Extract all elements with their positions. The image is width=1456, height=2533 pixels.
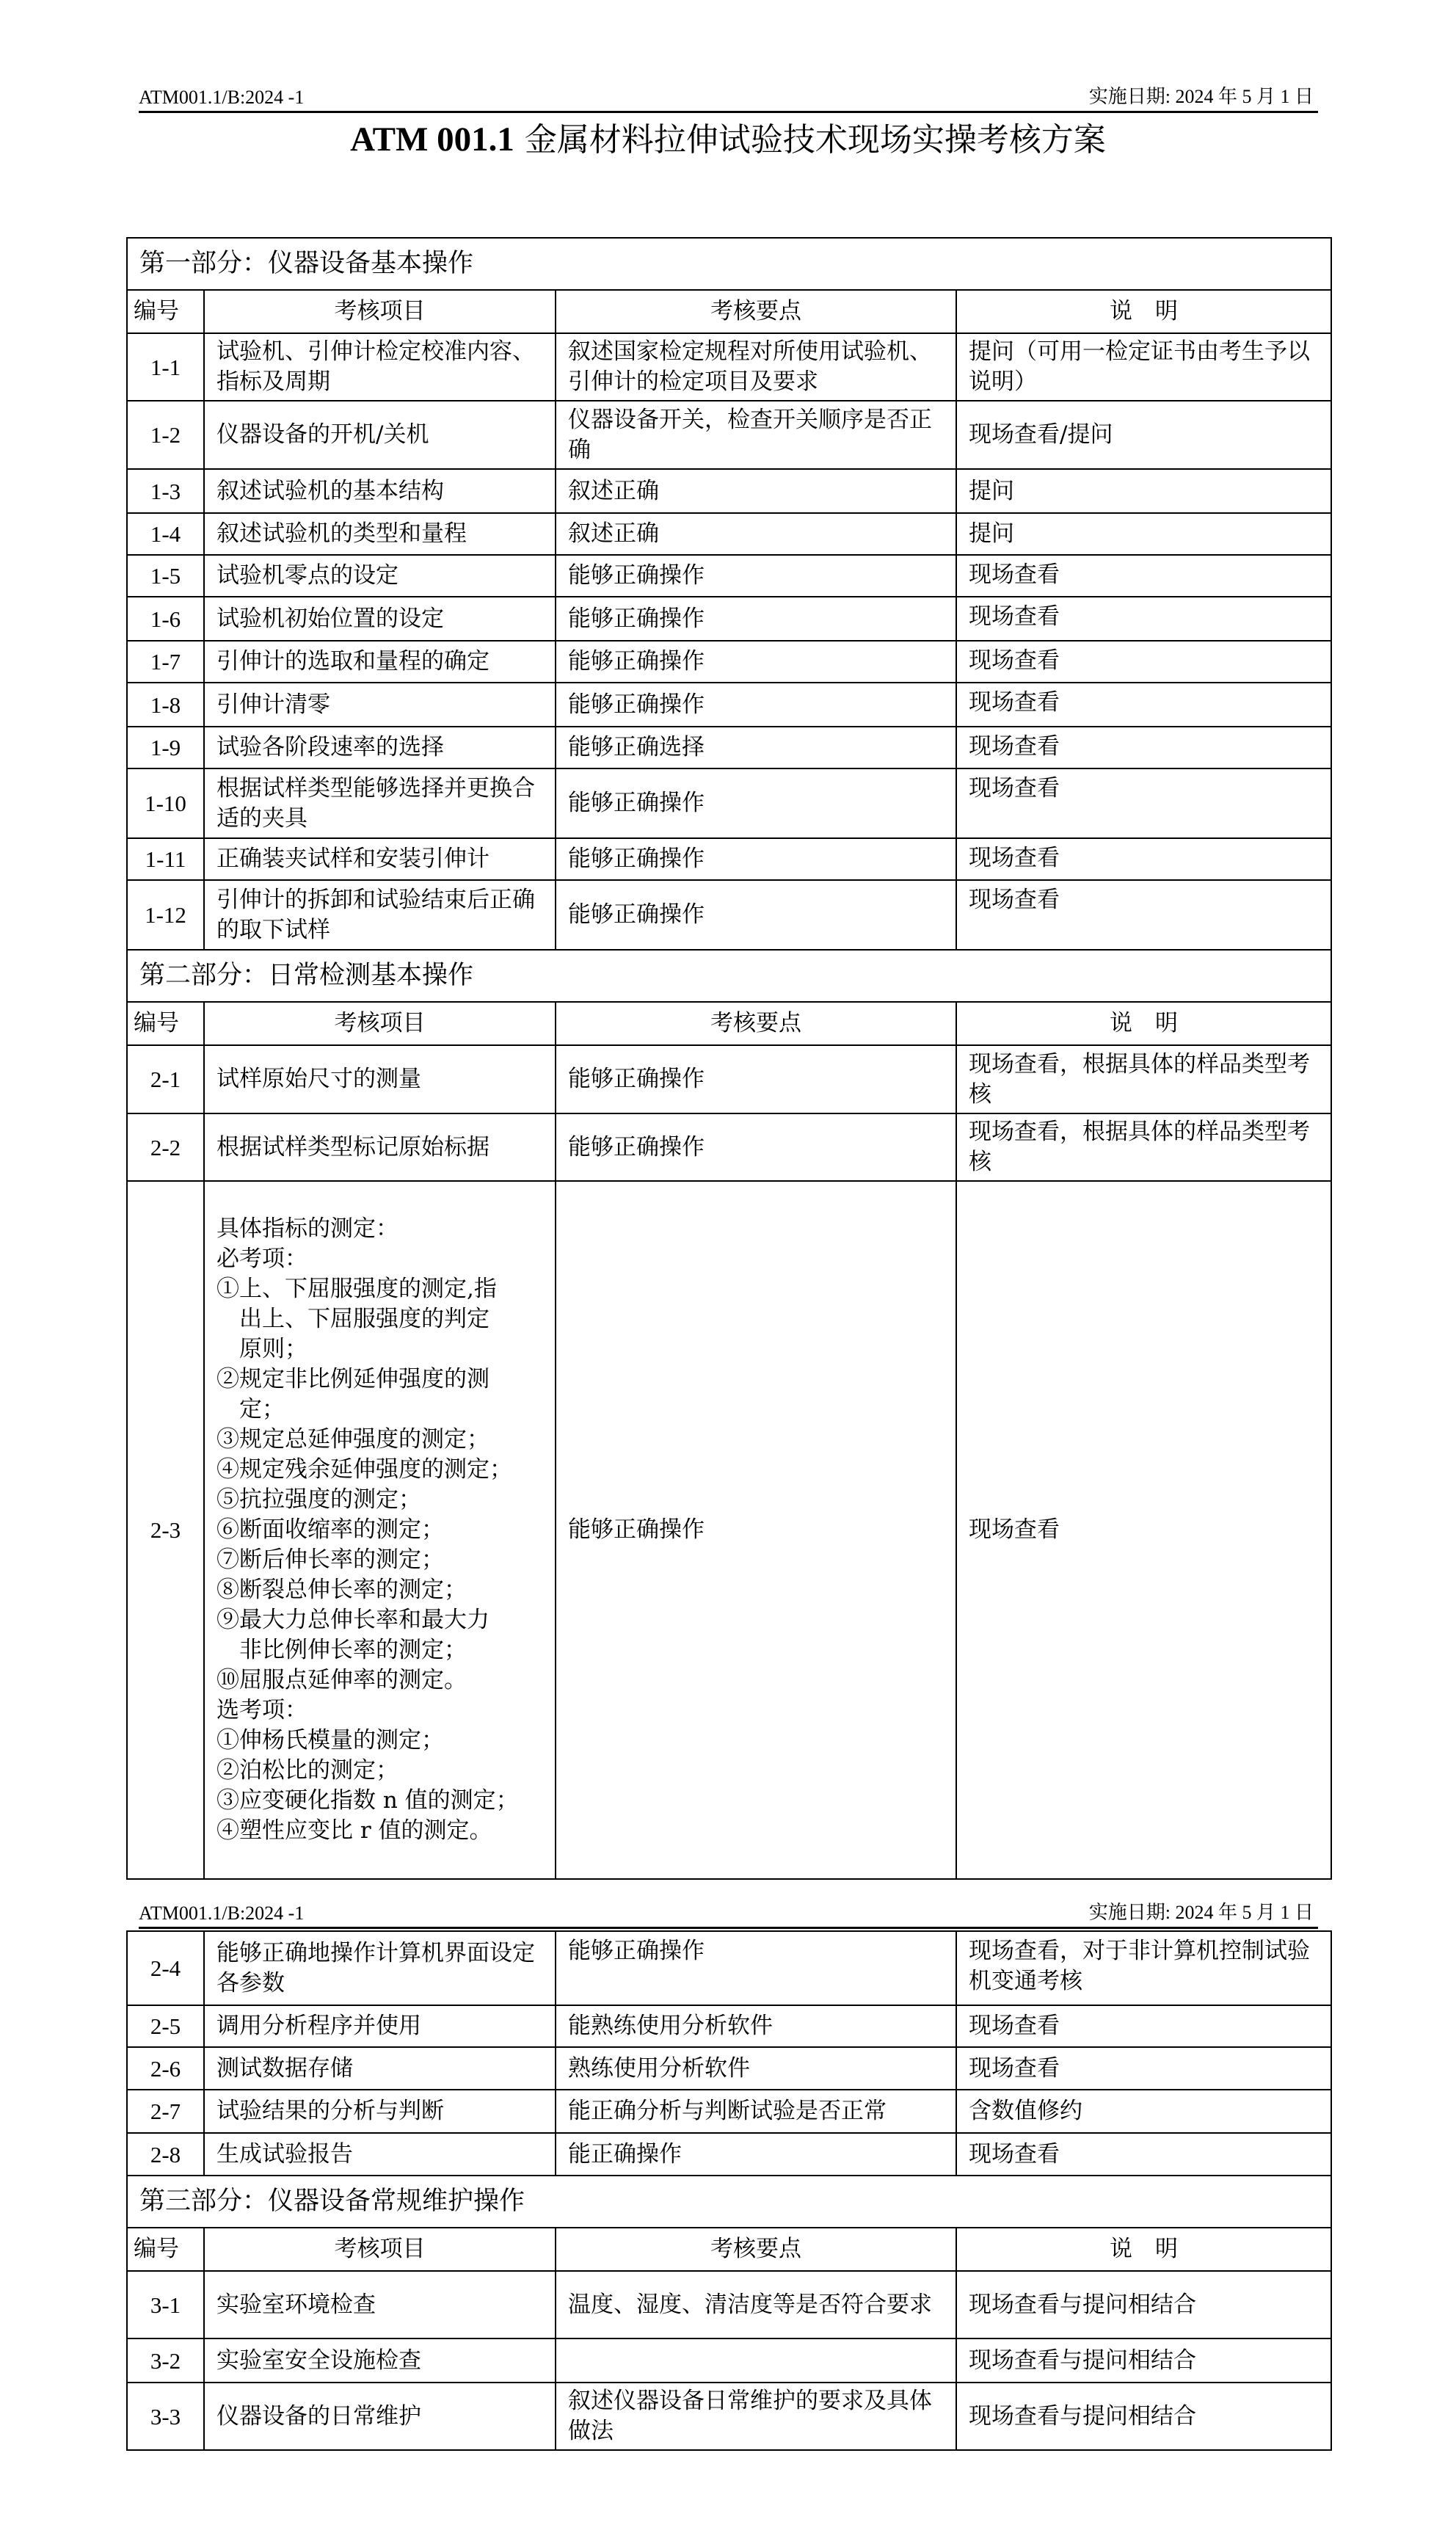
row-note: 现场查看: [956, 2133, 1331, 2176]
document-title-text: 金属材料拉伸试验技术现场实操考核方案: [524, 121, 1106, 159]
table-row: [127, 1045, 1331, 1113]
row-number: 3-1: [127, 2271, 204, 2338]
page-header-2: [139, 1900, 1318, 1929]
row-points: 叙述正确: [556, 469, 956, 513]
row-number: 1-1: [127, 333, 204, 401]
column-header-no: 编号: [127, 290, 204, 333]
row-note: 现场查看，对于非计算机控制试验机变通考核: [956, 1931, 1331, 2005]
row-item-line: ②泊松比的测定；: [216, 1757, 398, 1784]
row-number: 2-8: [127, 2133, 204, 2176]
row-note: 现场查看与提问相结合: [956, 2271, 1331, 2338]
row-item-line: 定；: [239, 1396, 285, 1422]
row-item: 试验结果的分析与判断: [204, 2090, 556, 2133]
row-item: 生成试验报告: [204, 2133, 556, 2176]
row-number: 2-4: [127, 1931, 204, 2005]
row-note: 现场查看: [956, 641, 1331, 683]
row-item-line: ⑩屈服点延伸率的测定。: [216, 1667, 467, 1693]
table-row: [127, 838, 1331, 880]
assessment-table-page-1: [126, 237, 1332, 1880]
row-points: 叙述仪器设备日常维护的要求及具体做法: [556, 2383, 956, 2450]
row-points: [556, 2338, 956, 2383]
row-points: 能够正确操作: [556, 1181, 956, 1879]
row-points: 能够正确操作: [556, 683, 956, 727]
table-row: [127, 469, 1331, 513]
row-item: 引伸计的选取和量程的确定: [204, 641, 556, 683]
document-title-code: ATM 001.1: [350, 120, 514, 159]
row-item: 实验室环境检查: [204, 2271, 556, 2338]
row-item-line: 选考项：: [216, 1697, 307, 1723]
row-points: 温度、湿度、清洁度等是否符合要求: [556, 2271, 956, 2338]
table-row: [127, 727, 1331, 768]
row-item: 试验各阶段速率的选择: [204, 727, 556, 768]
row-note: 现场查看: [956, 727, 1331, 768]
row-note: 现场查看与提问相结合: [956, 2383, 1331, 2450]
row-item: 测试数据存储: [204, 2047, 556, 2090]
row-number: 1-10: [127, 768, 204, 838]
row-item-line: ⑧断裂总伸长率的测定；: [216, 1577, 467, 1603]
row-points: 叙述正确: [556, 513, 956, 555]
row-points: 能正确分析与判断试验是否正常: [556, 2090, 956, 2133]
row-note: 现场查看与提问相结合: [956, 2338, 1331, 2383]
row-item: 引伸计清零: [204, 683, 556, 727]
row-item: 仪器设备的日常维护: [204, 2383, 556, 2450]
table-row: [127, 513, 1331, 555]
row-points: 仪器设备开关，检查开关顺序是否正确: [556, 401, 956, 469]
row-item: 叙述试验机的类型和量程: [204, 513, 556, 555]
row-item: 叙述试验机的基本结构: [204, 469, 556, 513]
row-item: 调用分析程序并使用: [204, 2005, 556, 2047]
table-row: [127, 597, 1331, 641]
table-row: [127, 2338, 1331, 2383]
row-points: 能够正确操作: [556, 768, 956, 838]
column-header-row: [127, 290, 1331, 333]
row-number: 1-9: [127, 727, 204, 768]
row-number: 1-12: [127, 880, 204, 950]
row-item-line: ③应变硬化指数 n 值的测定；: [216, 1787, 519, 1814]
row-number: 3-2: [127, 2338, 204, 2383]
row-item-line: 具体指标的测定：: [216, 1215, 398, 1242]
row-note: 现场查看: [956, 555, 1331, 597]
row-note: 现场查看: [956, 1181, 1331, 1879]
row-note: 现场查看，根据具体的样品类型考核: [956, 1113, 1331, 1181]
row-points: 能够正确操作: [556, 1931, 956, 2005]
row-item-line: ④规定残余延伸强度的测定；: [216, 1456, 512, 1483]
row-points: 叙述国家检定规程对所使用试验机、引伸计的检定项目及要求: [556, 333, 956, 401]
row-item: 引伸计的拆卸和试验结束后正确的取下试样: [204, 880, 556, 950]
row-item: 能够正确地操作计算机界面设定各参数: [204, 1931, 556, 2005]
row-note: 现场查看: [956, 2005, 1331, 2047]
table-row: [127, 1181, 1331, 1879]
row-points: 能够正确操作: [556, 1045, 956, 1113]
row-number: 1-8: [127, 683, 204, 727]
row-note: 现场查看: [956, 838, 1331, 880]
document-title: [0, 117, 1456, 162]
header-rule: [139, 111, 1318, 113]
row-number: 3-3: [127, 2383, 204, 2450]
row-item: 试样原始尺寸的测量: [204, 1045, 556, 1113]
section-header-row: [127, 238, 1331, 290]
column-header-points: 考核要点: [556, 290, 956, 333]
row-number: 1-11: [127, 838, 204, 880]
table-row: [127, 641, 1331, 683]
row-note: 提问: [956, 469, 1331, 513]
page-header: [139, 84, 1318, 113]
row-note: 提问: [956, 513, 1331, 555]
row-points: 能够正确选择: [556, 727, 956, 768]
row-points: 能够正确操作: [556, 597, 956, 641]
table-row: [127, 880, 1331, 950]
row-note: 现场查看，根据具体的样品类型考核: [956, 1045, 1331, 1113]
column-header-row: [127, 2228, 1331, 2271]
row-number: 2-1: [127, 1045, 204, 1113]
row-points: 能够正确操作: [556, 838, 956, 880]
row-number: 2-3: [127, 1181, 204, 1879]
header-rule: [139, 1927, 1318, 1929]
section-title: 第三部分：仪器设备常规维护操作: [127, 2176, 1331, 2228]
document-code: ATM001.1/B:2024 -1: [139, 1903, 305, 1924]
assessment-table-page-2: [126, 1930, 1332, 2451]
row-note: 现场查看: [956, 683, 1331, 727]
row-note: 含数值修约: [956, 2090, 1331, 2133]
table-row: [127, 555, 1331, 597]
effective-date: 实施日期: 2024 年 5 月 1 日: [1088, 86, 1314, 107]
row-number: 2-7: [127, 2090, 204, 2133]
table-row: [127, 333, 1331, 401]
row-item: 试验机零点的设定: [204, 555, 556, 597]
row-item: 根据试样类型标记原始标据: [204, 1113, 556, 1181]
table-row: [127, 2383, 1331, 2450]
column-header-note: 说 明: [956, 290, 1331, 333]
column-header-note: 说 明: [956, 1002, 1331, 1045]
row-item-line: 原则；: [239, 1336, 307, 1362]
table-row: [127, 768, 1331, 838]
column-header-points: 考核要点: [556, 2228, 956, 2271]
column-header-row: [127, 1002, 1331, 1045]
row-note: 现场查看: [956, 880, 1331, 950]
row-points: 能熟练使用分析软件: [556, 2005, 956, 2047]
row-number: 1-5: [127, 555, 204, 597]
document-code: ATM001.1/B:2024 -1: [139, 87, 305, 108]
row-number: 1-4: [127, 513, 204, 555]
row-number: 1-3: [127, 469, 204, 513]
row-item-line: ⑦断后伸长率的测定；: [216, 1547, 444, 1573]
row-points: 能够正确操作: [556, 641, 956, 683]
section-title: 第二部分：日常检测基本操作: [127, 950, 1331, 1002]
column-header-item: 考核项目: [204, 1002, 556, 1045]
row-item-line: ①伸杨氏模量的测定；: [216, 1727, 444, 1754]
table-row: [127, 2047, 1331, 2090]
row-number: 2-6: [127, 2047, 204, 2090]
row-item-line: ②规定非比例延伸强度的测: [216, 1366, 489, 1392]
row-item: 根据试样类型能够选择并更换合适的夹具: [204, 768, 556, 838]
section-header-row: [127, 950, 1331, 1002]
row-note: 现场查看/提问: [956, 401, 1331, 469]
row-item-line: ⑥断面收缩率的测定；: [216, 1516, 444, 1543]
section-header-row: [127, 2176, 1331, 2228]
row-item: 试验机初始位置的设定: [204, 597, 556, 641]
row-item-line: ⑤抗拉强度的测定；: [216, 1486, 421, 1513]
row-item-line: ①上、下屈服强度的测定,指: [216, 1276, 497, 1302]
column-header-no: 编号: [127, 2228, 204, 2271]
row-item-line: 出上、下屈服强度的判定: [239, 1306, 489, 1332]
section-title: 第一部分：仪器设备基本操作: [127, 238, 1331, 290]
row-number: 1-7: [127, 641, 204, 683]
row-note: 现场查看: [956, 2047, 1331, 2090]
row-number: 2-5: [127, 2005, 204, 2047]
table-row: [127, 401, 1331, 469]
row-points: 能够正确操作: [556, 1113, 956, 1181]
column-header-item: 考核项目: [204, 290, 556, 333]
row-item-line: ⑨最大力总伸长率和最大力: [216, 1607, 489, 1633]
row-item-line: 必考项：: [216, 1246, 307, 1272]
row-note: 现场查看: [956, 597, 1331, 641]
column-header-item: 考核项目: [204, 2228, 556, 2271]
table-row: [127, 1931, 1331, 2005]
column-header-no: 编号: [127, 1002, 204, 1045]
row-item: 仪器设备的开机/关机: [204, 401, 556, 469]
row-item: 正确装夹试样和安装引伸计: [204, 838, 556, 880]
row-note: 提问（可用一检定证书由考生予以说明）: [956, 333, 1331, 401]
row-points: 能够正确操作: [556, 555, 956, 597]
row-points: 能够正确操作: [556, 880, 956, 950]
row-item-line: 非比例伸长率的测定；: [239, 1637, 467, 1663]
table-row: [127, 2271, 1331, 2338]
table-row: [127, 2005, 1331, 2047]
table-row: [127, 2133, 1331, 2176]
table-row: [127, 683, 1331, 727]
table-row: [127, 2090, 1331, 2133]
row-note: 现场查看: [956, 768, 1331, 838]
row-item-line: ③规定总延伸强度的测定；: [216, 1426, 489, 1453]
row-number: 1-2: [127, 401, 204, 469]
row-points: 熟练使用分析软件: [556, 2047, 956, 2090]
row-item: 实验室安全设施检查: [204, 2338, 556, 2383]
row-points: 能正确操作: [556, 2133, 956, 2176]
column-header-points: 考核要点: [556, 1002, 956, 1045]
table-row: [127, 1113, 1331, 1181]
effective-date: 实施日期: 2024 年 5 月 1 日: [1088, 1902, 1314, 1923]
row-item-line: ④塑性应变比 r 值的测定。: [216, 1817, 492, 1844]
row-number: 1-6: [127, 597, 204, 641]
row-item: 试验机、引伸计检定校准内容、指标及周期: [204, 333, 556, 401]
column-header-note: 说 明: [956, 2228, 1331, 2271]
row-number: 2-2: [127, 1113, 204, 1181]
row-item: [204, 1181, 556, 1879]
